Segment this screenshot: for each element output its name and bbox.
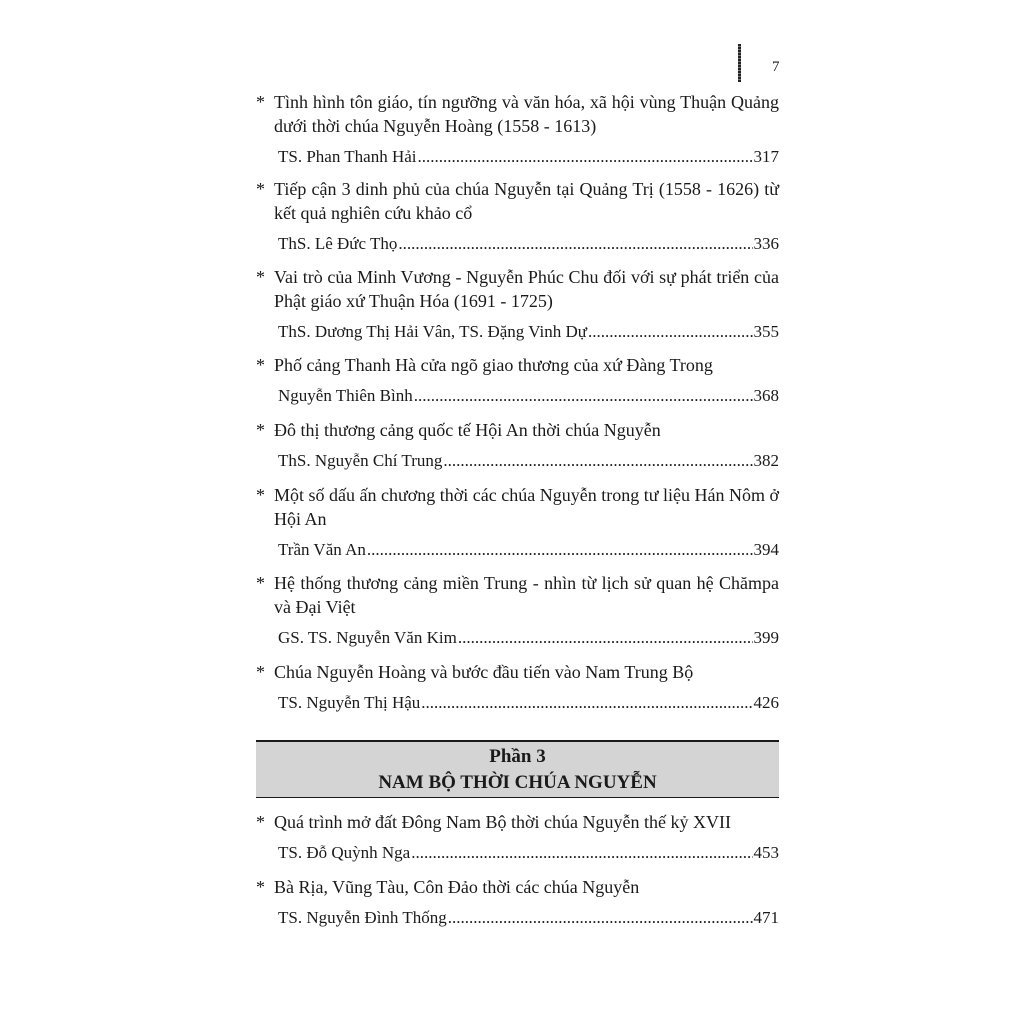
entry-title [256,418,779,442]
entry-author: TS. Nguyễn Đình Thống [278,908,447,927]
entry-author-line [256,450,779,472]
entry-page: 355 [753,322,779,341]
bullet-star: * [256,92,265,112]
leader-dots [448,907,753,929]
leader-dots [421,692,752,714]
entry-page: 394 [753,540,779,559]
toc-entry [256,483,779,561]
entry-title [256,571,779,619]
entry-page: 382 [753,451,779,470]
toc-entry [256,571,779,649]
entry-author: TS. Đỗ Quỳnh Nga [278,843,411,862]
entry-author-line [256,539,779,561]
bullet-star: * [256,662,265,682]
entry-page: 453 [753,843,779,862]
entry-title-text: Một số dấu ấn chương thời các chúa Nguyễn trong tư liệu Hán Nôm ở Hội An [274,485,779,529]
toc-entry [256,810,779,864]
entry-author: Trần Văn An [278,540,366,559]
entry-author: ThS. Lê Đức Thọ [278,234,398,253]
leader-dots [418,146,753,168]
toc-entry [256,177,779,255]
entry-title-text: Bà Rịa, Vũng Tàu, Côn Đảo thời các chúa Nguyễn [274,877,640,897]
entry-title-text: Quá trình mở đất Đông Nam Bộ thời chúa Nguyễn thế kỷ XVII [274,812,731,832]
entry-title [256,90,779,138]
toc-entry [256,660,779,714]
toc-entry [256,418,779,472]
section-part-label: Phần 3 [489,746,546,767]
header-rule [738,44,741,82]
entry-page: 399 [753,628,779,647]
leader-dots [411,842,752,864]
bullet-star: * [256,420,265,440]
entry-author: TS. Nguyễn Thị Hậu [278,693,421,712]
entry-title-text: Phố cảng Thanh Hà cửa ngõ giao thương của xứ Đàng Trong [274,355,713,375]
entry-page: 336 [753,234,779,253]
toc-entry [256,90,779,168]
section-header [256,740,779,798]
entry-author-line [256,321,779,343]
entry-title [256,177,779,225]
entry-page: 471 [753,908,779,927]
entry-author-line [256,233,779,255]
entry-title-text: Tiếp cận 3 dinh phủ của chúa Nguyễn tại Quảng Trị (1558 - 1626) từ kết quả nghiên cứu khảo cổ [274,179,779,223]
leader-dots [443,450,752,472]
entry-author: ThS. Nguyễn Chí Trung [278,451,443,470]
entry-title-text: Đô thị thương cảng quốc tế Hội An thời chúa Nguyễn [274,420,661,440]
entry-author: ThS. Dương Thị Hải Vân, TS. Đặng Vinh Dự [278,322,587,341]
bullet-star: * [256,179,265,199]
entry-author-line [256,627,779,649]
toc-entry [256,353,779,407]
leader-dots [588,321,753,343]
entry-title [256,660,779,684]
bullet-star: * [256,877,265,897]
leader-dots [414,385,753,407]
toc-entry [256,265,779,343]
bullet-star: * [256,812,265,832]
entry-author: GS. TS. Nguyễn Văn Kim [278,628,457,647]
entry-title [256,483,779,531]
entry-page: 317 [753,147,779,166]
bullet-star: * [256,485,265,505]
entry-title-text: Vai trò của Minh Vương - Nguyễn Phúc Chu đối với sự phát triển của Phật giáo xứ Thuận Hóa (1691 - 1725) [274,267,779,311]
entry-title-text: Tình hình tôn giáo, tín ngưỡng và văn hóa, xã hội vùng Thuận Quảng dưới thời chúa Nguyễn Hoàng (1558 - 1613) [274,92,779,136]
entry-title [256,875,779,899]
leader-dots [458,627,753,649]
entry-title [256,265,779,313]
leader-dots [367,539,753,561]
entry-title-text: Chúa Nguyễn Hoàng và bước đầu tiến vào Nam Trung Bộ [274,662,694,682]
entry-title [256,810,779,834]
entry-author-line [256,692,779,714]
entry-title-text: Hệ thống thương cảng miền Trung - nhìn từ lịch sử quan hệ Chămpa và Đại Việt [274,573,779,617]
leader-dots [398,233,752,255]
entry-author-line [256,842,779,864]
page-number: 7 [772,59,780,75]
bullet-star: * [256,355,265,375]
entry-page: 426 [753,693,779,712]
entry-author-line [256,146,779,168]
section-title: NAM BỘ THỜI CHÚA NGUYỄN [378,772,657,793]
entry-author-line [256,907,779,929]
bullet-star: * [256,573,265,593]
toc-entry [256,875,779,929]
entry-author: Nguyễn Thiên Bình [278,386,413,405]
entry-author-line [256,385,779,407]
bullet-star: * [256,267,265,287]
entry-author: TS. Phan Thanh Hải [278,147,417,166]
entry-title [256,353,779,377]
entry-page: 368 [753,386,779,405]
table-of-contents [256,90,779,929]
